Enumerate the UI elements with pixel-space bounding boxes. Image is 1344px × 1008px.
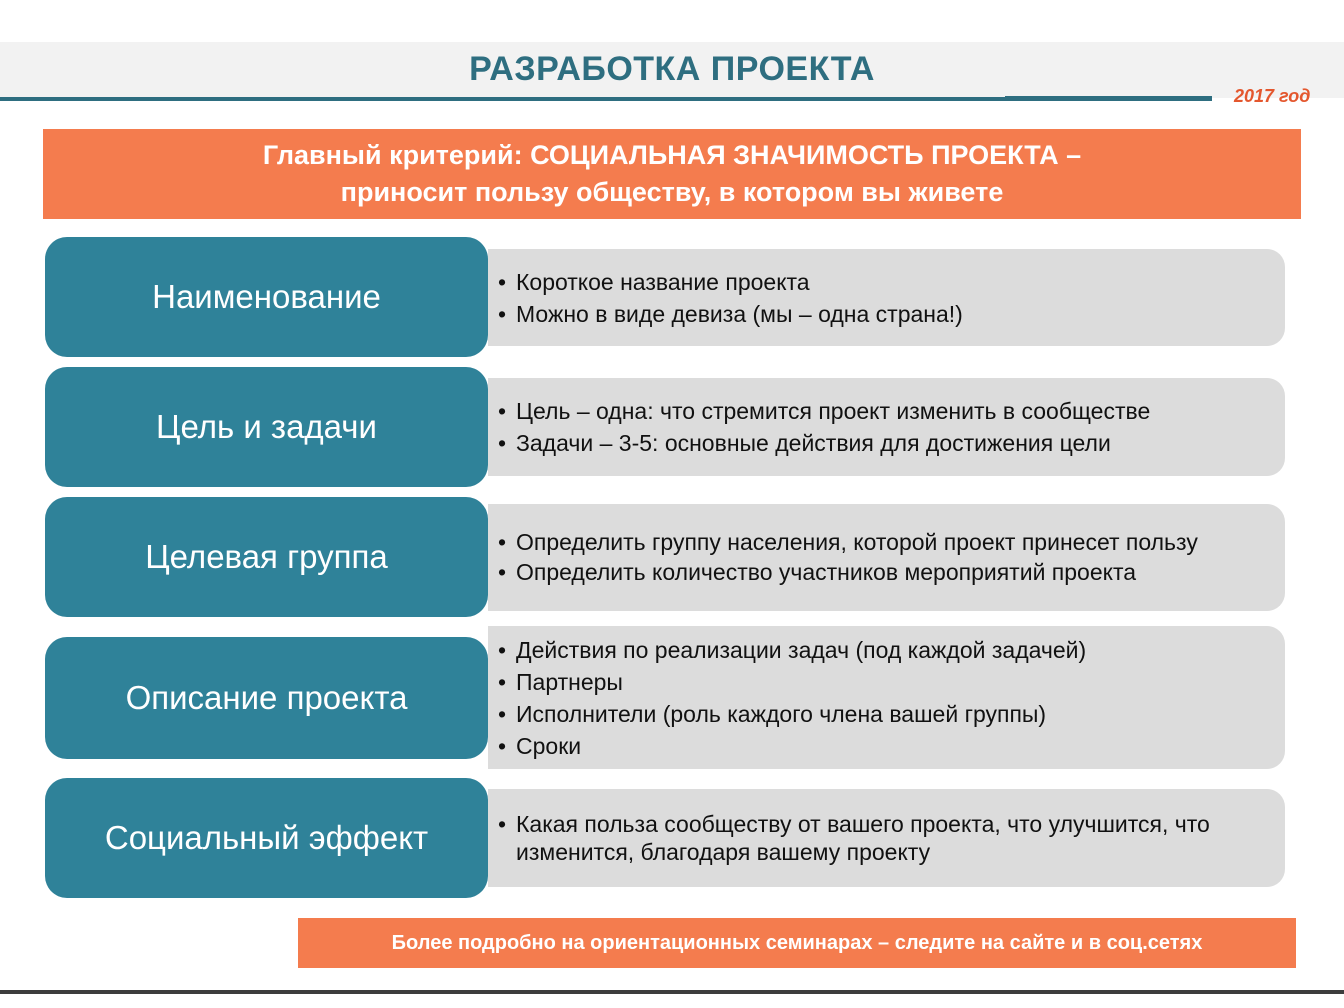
year-label: 2017 год [1234, 86, 1311, 106]
title-underline [0, 97, 1010, 101]
bullet-item: • Какая польза сообществу от вашего проекта, что улучшится, что изменится, благодаря вашему проекту [498, 810, 1276, 866]
row-details-name [488, 249, 1285, 346]
row-details-description [488, 626, 1285, 769]
row-label-goals: Цель и задачи [45, 367, 488, 487]
bullet-item: • Действия по реализации задач (под каждой задачей) [498, 634, 1285, 666]
bullet-item: • Сроки [498, 730, 1285, 762]
bullet-item: • Исполнители (роль каждого члена вашей группы) [498, 698, 1285, 730]
bullet-item: • Задачи – 3-5: основные действия для достижения цели [498, 427, 1285, 459]
bullet-item: • Короткое название проекта [498, 266, 1285, 298]
main-criterion-line1: Главный критерий: СОЦИАЛЬНАЯ ЗНАЧИМОСТЬ ПРОЕКТА – [262, 140, 1082, 170]
main-criterion-line2: приносит пользу обществу, в котором вы живете [340, 177, 1004, 207]
row-label-target-group: Целевая группа [45, 497, 488, 617]
main-criterion-banner [43, 129, 1301, 219]
bullet-item: • Определить группу населения, которой проект принесет пользу [498, 528, 1236, 556]
bullet-item: • Цель – одна: что стремится проект изменить в сообществе [498, 395, 1285, 427]
page-title: РАЗРАБОТКА ПРОЕКТА [469, 50, 875, 88]
row-label-social-effect: Социальный эффект [45, 778, 488, 898]
bullet-item: • Можно в виде девиза (мы – одна страна!) [498, 298, 1285, 330]
footer-note-banner: Более подробно на ориентационных семинарах – следите на сайте и в соц.сетях [298, 918, 1296, 968]
bullet-item: • Партнеры [498, 666, 1285, 698]
row-details-social-effect [488, 789, 1285, 887]
bullet-item: • Определить количество участников мероприятий проекта [498, 556, 1285, 588]
row-details-goals [488, 378, 1285, 476]
row-label-name: Наименование [45, 237, 488, 357]
bottom-divider [0, 990, 1344, 994]
title-underline-accent [1005, 96, 1212, 101]
row-label-description: Описание проекта [45, 637, 488, 759]
row-details-target-group [488, 504, 1285, 611]
